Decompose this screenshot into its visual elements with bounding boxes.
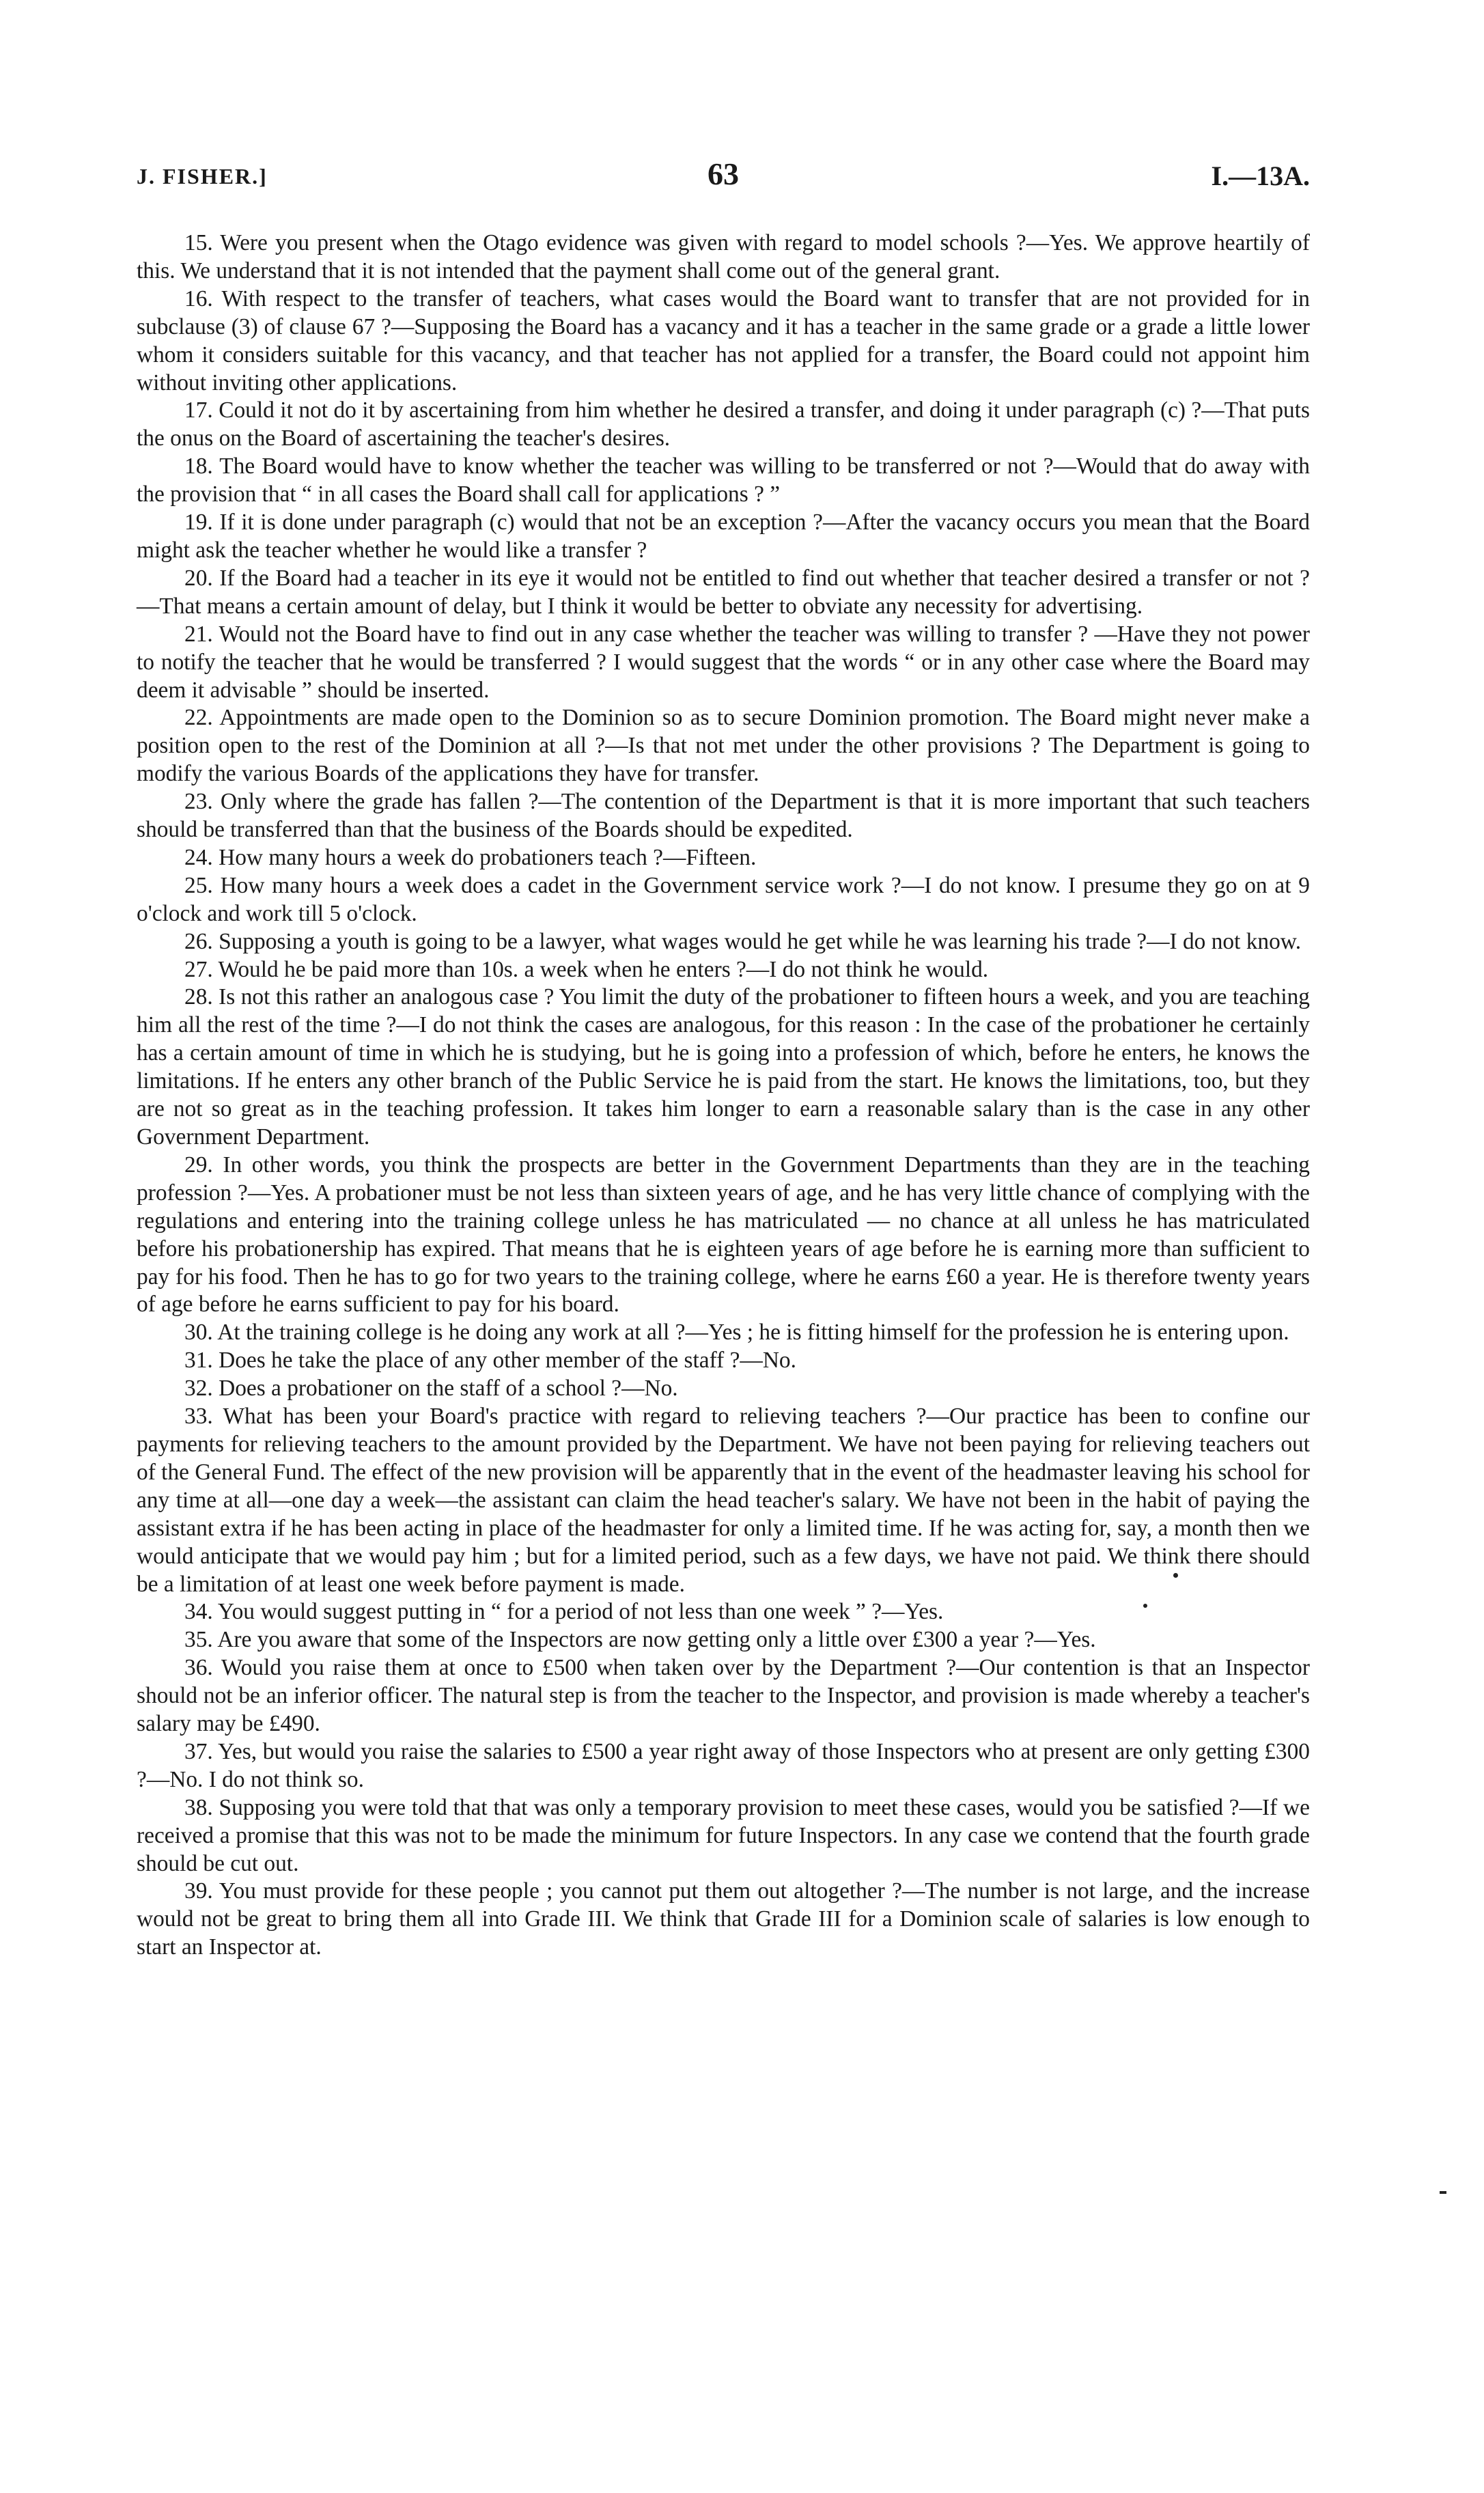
question-23: 23. Only where the grade has fallen ?—The contention of the Department is that it is more important that such teachers should be transferred than that the business of the Boards should be expedited. — [137, 789, 1310, 843]
question-28: 28. Is not this rather an analogous case ? You limit the duty of the probationer to fifteen hours a week, and you are teaching him all the rest of the time ?—I do not think the cases are analogous, for this reason : In the case of the probationer he certainly has a certain amount of time in which he is studying, but he is going into a profession of which, before he enters, he knows the limitations. If he enters any other branch of the Public Service he is paid from the start. He knows the limitations, too, but they are not so great as in the teaching profession. It takes him longer to earn a reasonable salary than is the case in any other Government Department. — [137, 984, 1310, 1150]
question-37: 37. Yes, but would you raise the salaries to £500 a year right away of those Inspectors who at present are only getting £300 ?—No. I do not think so. — [137, 1738, 1310, 1792]
header-witness-name: J. FISHER.] — [137, 164, 268, 189]
question-38: 38. Supposing you were told that that was only a temporary provision to meet these cases, would you be satisfied ?—If we received a promise that this was not to be made the minimum for future Inspectors. In any case we contend that the fourth grade should be cut out. — [137, 1794, 1310, 1876]
evidence-text — [137, 229, 1310, 1962]
question-34: 34. You would suggest putting in “ for a period of not less than one week ” ?—Yes. — [184, 1599, 944, 1625]
question-17: 17. Could it not do it by ascertaining from him whether he desired a transfer, and doing it under paragraph (c) ?—That puts the onus on the Board of ascertaining the teacher's desires. — [137, 398, 1310, 451]
question-33: 33. What has been your Board's practice with regard to relieving teachers ?—Our practice has been to confine our payments for relieving teachers to the amount provided by the Department. We have not been paying for relieving teachers out of the General Fund. The effect of the new provision will be apparently that in the event of the headmaster leaving his school for any time at all—one day a week—the assistant can claim the head teacher's salary. We have not been in the habit of paying the assistant extra if he has been acting in place of the headmaster for only a limited time. If he was acting for, say, a month then we would anticipate that we would pay him ; but for a limited period, such as a few days, we have not paid. We think there should be a limitation of at least one week before payment is made. — [137, 1404, 1310, 1597]
question-27: 27. Would he be paid more than 10s. a week when he enters ?—I do not think he would. — [184, 956, 989, 982]
question-18: 18. The Board would have to know whether the teacher was willing to be transferred or not ?—Would that do away with the provision that “ in all cases the Board shall call for applications ? ” — [137, 454, 1310, 507]
question-24: 24. How many hours a week do probationers teach ?—Fifteen. — [184, 844, 757, 870]
question-30: 30. At the training college is he doing any work at all ?—Yes ; he is fitting himself for the profession he is entering upon. — [184, 1320, 1289, 1346]
question-31: 31. Does he take the place of any other member of the staff ?—No. — [184, 1348, 796, 1374]
question-32: 32. Does a probationer on the staff of a school ?—No. — [184, 1376, 678, 1402]
question-35: 35. Are you aware that some of the Inspectors are now getting only a little over £300 a year ?—Yes. — [184, 1627, 1096, 1653]
question-29: 29. In other words, you think the prospects are better in the Government Departments than they are in the teaching profession ?—Yes. A probationer must be not less than sixteen years of age, and he has very little chance of complying with the regulations and entering into the training college unless he has matriculated — no chance at all unless he has matriculated before his probationership has expired. That means that he is eighteen years of age before he is earning more than sufficient to pay for his food. Then he has to go for two years to the training college, where he earns £60 a year. He is therefore twenty years of age before he earns sufficient to pay for his board. — [137, 1152, 1310, 1318]
question-22: 22. Appointments are made open to the Dominion so as to secure Dominion promotion. The Board might never make a position open to the rest of the Dominion at all ?—Is that not met under the other provisions ? The Department is going to modify the various Boards of the applications they have for transfer. — [137, 705, 1310, 787]
page-number: 63 — [708, 156, 739, 191]
scan-speck — [1173, 1573, 1178, 1578]
running-header — [137, 156, 1310, 204]
question-20: 20. If the Board had a teacher in its eye it would not be entitled to find out whether that teacher desired a transfer or not ?—That means a certain amount of delay, but I think it would be better to obviate any necessity for advertising. — [137, 565, 1310, 619]
question-26: 26. Supposing a youth is going to be a lawyer, what wages would he get while he was learning his trade ?—I do not know. — [184, 928, 1302, 954]
scan-speck — [1440, 2191, 1446, 2194]
question-19: 19. If it is done under paragraph (c) would that not be an exception ?—After the vacancy occurs you mean that the Board might ask the teacher whether he would like a transfer ? — [137, 510, 1310, 563]
scan-speck — [1143, 1604, 1147, 1608]
paper-reference: I.—13A. — [1211, 161, 1310, 191]
question-36: 36. Would you raise them at once to £500 when taken over by the Department ?—Our contention is that an Inspector should not be an inferior officer. The natural step is from the teacher to the Inspector, and provision is made whereby a teacher's salary may be £490. — [137, 1655, 1310, 1737]
question-25: 25. How many hours a week does a cadet in the Government service work ?—I do not know. I presume they go on at 9 o'clock and work till 5 o'clock. — [137, 872, 1310, 926]
question-39: 39. You must provide for these people ; you cannot put them out altogether ?—The number is not large, and the increase would not be great to bring them all into Grade III. We think that Grade III for a Dominion scale of salaries is low enough to start an Inspector at. — [137, 1878, 1310, 1960]
question-16: 16. With respect to the transfer of teachers, what cases would the Board want to transfer that are not provided for in subclause (3) of clause 67 ?—Supposing the Board has a vacancy and it has a teacher in the same grade or a grade a little lower whom it considers suitable for this vacancy, and that teacher has not applied for a transfer, the Board could not appoint him without inviting other applications. — [137, 285, 1310, 395]
question-21: 21. Would not the Board have to find out in any case whether the teacher was willing to transfer ? —Have they not power to notify the teacher that he would be transferred ? I would suggest that the words “ or in any other case where the Board may deem it advisable ” should be inserted. — [137, 621, 1310, 703]
question-15: 15. Were you present when the Otago evidence was given with regard to model schools ?—Yes. We approve heartily of this. We understand that it is not intended that the payment shall come out of the general grant. — [137, 230, 1310, 283]
